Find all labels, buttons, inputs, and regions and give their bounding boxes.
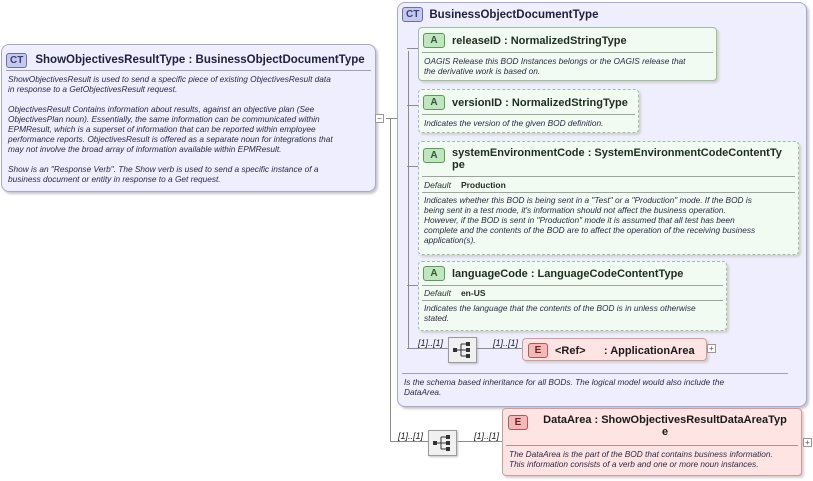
divider [422, 52, 713, 53]
attribute-header [423, 33, 627, 48]
root-type-documentation: ShowObjectivesResult is used to send a specific piece of existing ObjectivesResult data in response to a GetObjectivesResult request. ObjectivesResult Contains information about results, against an objective plan (See ObjectivesPlan noun). Essentially, the same information can be communicated within EPMResult, which is a superset of information that can be reported within employee performance reports. ObjectivesResult is offered as a separate noun for integrations that may not involve the broad array of information available within EPMResult. Show is an "Response Verb". The Show verb is used to send a specific instance of a business document or entity in response to a Get request. [8, 74, 333, 184]
attribute-name: versionID : NormalizedStringType [452, 96, 628, 109]
sequence-icon [429, 431, 456, 455]
base-type-header [402, 7, 598, 22]
default-label: Default [424, 180, 451, 190]
sequence-icon[interactable] [448, 337, 477, 363]
complex-type-icon: CT [6, 53, 27, 68]
element-documentation: The DataArea is the part of the BOD that contains business information. This information consists of a verb and one or more noun instances. [509, 449, 773, 469]
connector-app-seq [407, 348, 448, 349]
base-doc-separator [402, 373, 788, 374]
divider [422, 114, 635, 115]
cardinality-label: [1]..[1] [398, 431, 424, 441]
divider [422, 300, 723, 301]
root-type-header [6, 50, 371, 71]
default-value: en-US [460, 288, 486, 298]
root-type-title: ShowObjectivesResultType : BusinessObjectDocumentType [35, 54, 365, 66]
attribute-documentation: Indicates whether this BOD is being sent in a "Test" or a "Production" mode. If the BOD is being sent in a test mode, it's information should not affect the business operation. However, if the BOD is sent in "Production" mode it is assumed that all test has been complete and the contents of the BOD are to affect the operation of the receiving business application(s). [424, 195, 756, 245]
connector-seq-to-app [476, 348, 522, 349]
attribute-icon: A [423, 33, 445, 48]
root-type-box[interactable] [1, 44, 376, 192]
attr-bracket-line [408, 51, 409, 349]
attribute-documentation: Indicates the version of the given BOD definition. [424, 118, 604, 128]
attribute-languageCode[interactable] [418, 261, 727, 331]
connector-data-seq-to-elem [456, 441, 502, 442]
complex-type-icon: CT [402, 7, 423, 22]
attribute-icon: A [423, 266, 445, 281]
minus-icon[interactable]: − [375, 114, 384, 123]
element-icon: E [508, 415, 528, 430]
attribute-header [423, 266, 683, 281]
attribute-icon: A [423, 148, 445, 163]
default-label: Default [424, 288, 451, 298]
attr-connector [407, 166, 418, 167]
base-type-title: BusinessObjectDocumentType [429, 8, 599, 21]
cardinality-label: [1]..[1] [418, 338, 444, 348]
connector-vertical [390, 118, 391, 441]
element-application-area[interactable] [522, 338, 707, 361]
divider [422, 285, 723, 286]
element-name: DataArea : ShowObjectivesResultDataAreaTyp e [543, 414, 787, 438]
element-header [528, 343, 695, 358]
connector-to-data-seq [390, 441, 428, 442]
default-value: Production [460, 180, 506, 190]
attribute-name: systemEnvironmentCode : SystemEnvironmentCodeContentTy pe [452, 147, 782, 171]
attribute-name: languageCode : LanguageCodeContentType [452, 267, 684, 280]
default-row [424, 180, 506, 190]
default-row [424, 288, 486, 298]
attribute-releaseID[interactable] [418, 27, 717, 81]
divider [422, 192, 795, 193]
cardinality-label: [1]..[1] [493, 338, 519, 348]
attribute-icon: A [423, 95, 445, 110]
plus-icon[interactable]: + [803, 438, 812, 447]
attribute-documentation: Indicates the language that the contents of the BOD is in unless otherwise stated. [424, 303, 696, 323]
attribute-header [423, 147, 797, 171]
attribute-documentation: OAGIS Release this BOD Instances belongs or the OAGIS release that the derivative work is based on. [424, 56, 686, 76]
attribute-name: releaseID : NormalizedStringType [452, 34, 627, 47]
divider [422, 176, 795, 177]
attr-connector [407, 105, 418, 106]
element-data-area[interactable] [502, 408, 802, 476]
sequence-icon [449, 338, 476, 362]
sequence-icon[interactable] [428, 430, 457, 456]
element-icon: E [528, 343, 548, 358]
divider [506, 445, 798, 446]
base-type-documentation: Is the schema based inheritance for all BODs. The logical model would also include the DataArea. [404, 377, 725, 397]
attr-connector [407, 285, 418, 286]
connector-to-base [386, 118, 397, 119]
attribute-versionID[interactable] [418, 89, 639, 133]
cardinality-label: [1]..[1] [474, 431, 500, 441]
element-name: <Ref> : ApplicationArea [555, 344, 695, 357]
attr-connector [407, 48, 418, 49]
attribute-systemEnvironmentCode[interactable] [418, 141, 799, 255]
element-header [508, 414, 795, 438]
plus-icon[interactable]: + [707, 344, 716, 353]
attribute-header [423, 95, 628, 110]
